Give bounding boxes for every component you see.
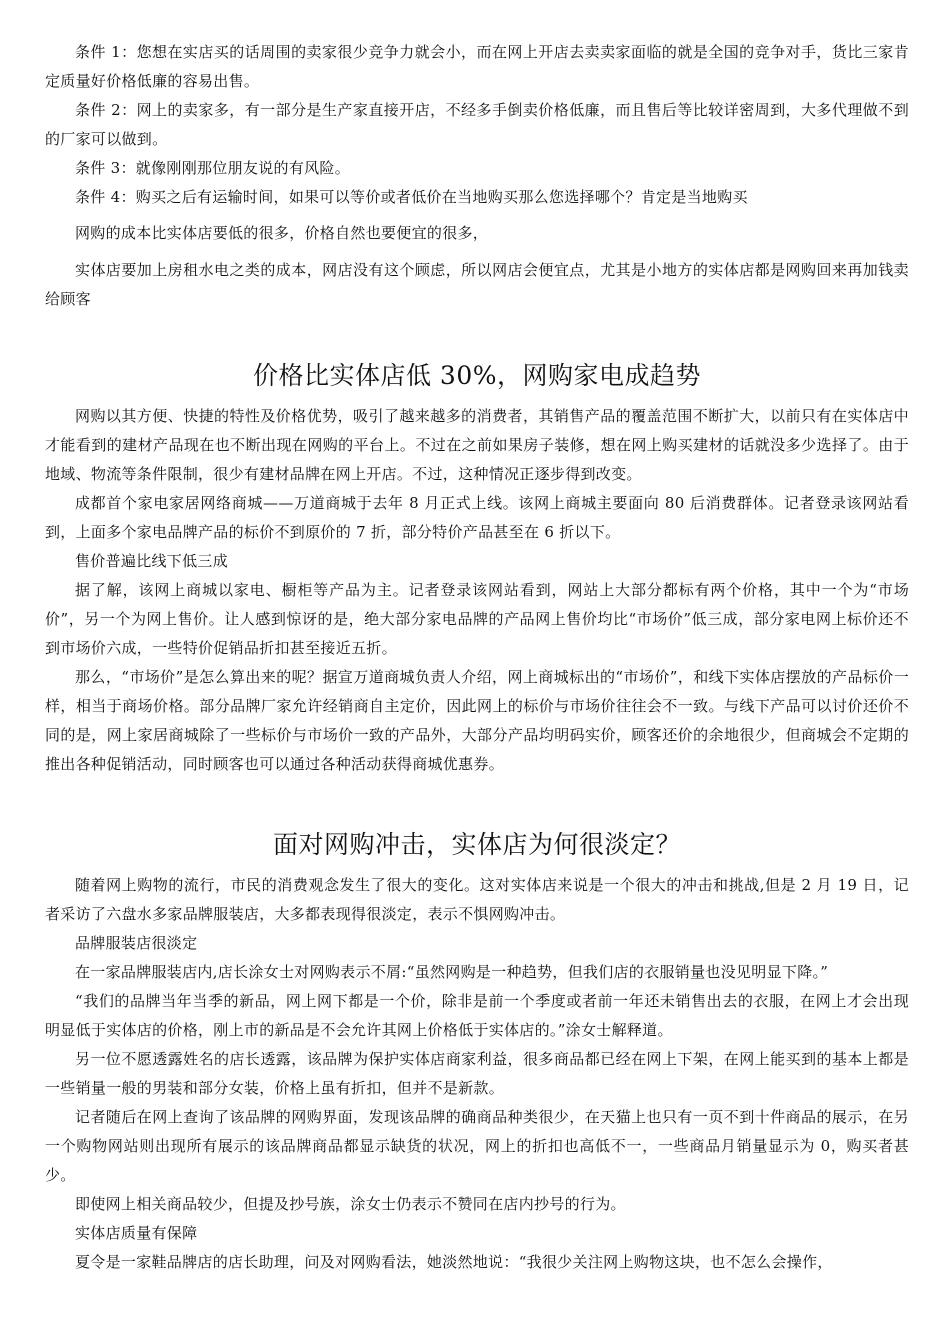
subheading: 品牌服装店很淡定 bbox=[75, 934, 198, 952]
physical-store-section bbox=[45, 871, 909, 1277]
condition-1-paragraph: 条件 1：您想在实店买的话周围的卖家很少竞争力就会小，而在网上开店去卖卖家面临的就是全国的竞争对手，货比三家肯定质量好价格低廉的容易出售。 bbox=[45, 43, 909, 90]
condition-4-paragraph: 条件 4：购买之后有运输时间，如果可以等价或者低价在当地购买那么您选择哪个？肯定是当地购买 bbox=[75, 188, 748, 206]
paragraph: 在一家品牌服装店内,店长涂女士对网购表示不屑:“虽然网购是一种趋势，但我们店的衣服销量也没见明显下降。” bbox=[75, 963, 829, 981]
paragraph: 据了解，该网上商城以家电、橱柜等产品为主。记者登录该网站看到，网站上大部分都标有两个价格，其中一个为“市场价”，另一个为网上售价。让人感到惊讶的是，绝大部分家电品牌的产品网上售价均比“市场价”低三成，部分家电网上标价还不到市场价六成，一些特价促销品折扣甚至接近五折。 bbox=[45, 581, 909, 657]
paragraph: 网购以其方便、快捷的特性及价格优势，吸引了越来越多的消费者，其销售产品的覆盖范围不断扩大，以前只有在实体店中才能看到的建材产品现在也不断出现在网购的平台上。不过在之前如果房子装修，想在网上购买建材的话就没多少选择了。由于地域、物流等条件限制，很少有建材品牌在网上开店。不过，这种情况正逐步得到改变。 bbox=[45, 407, 909, 483]
document-page bbox=[45, 38, 909, 1277]
paragraph: 即使网上相关商品较少，但提及抄号族，涂女士仍表示不赞同在店内抄号的行为。 bbox=[75, 1195, 626, 1213]
paragraph: 记者随后在网上查询了该品牌的网购界面，发现该品牌的确商品种类很少，在天猫上也只有一页不到十件商品的展示，在另一个购物网站则出现所有展示的该品牌商品都显示缺货的状况，网上的折扣也高低不一，一些商品月销量显示为 0，购买者甚少。 bbox=[45, 1108, 909, 1184]
paragraph: 随着网上购物的流行，市民的消费观念发生了很大的变化。这对实体店来说是一个很大的冲击和挑战,但是 2 月 19 日，记者采访了六盘水多家品牌服装店，大多都表现得很淡定，表示不惧网购冲击。 bbox=[45, 876, 909, 923]
cost-paragraph: 网购的成本比实体店要低的很多，价格自然也要便宜的很多， bbox=[75, 224, 489, 242]
section-title-price: 价格比实体店低 30%，网购家电成趋势 bbox=[252, 361, 701, 390]
intro-section bbox=[45, 38, 909, 314]
paragraph: 夏令是一家鞋品牌店的店长助理，问及对网购看法，她淡然地说：“我很少关注网上购物这块，也不怎么会操作， bbox=[75, 1253, 833, 1271]
rent-paragraph: 实体店要加上房租水电之类的成本，网店没有这个顾虑，所以网店会便宜点，尤其是小地方的实体店都是网购回来再加钱卖给顾客 bbox=[45, 261, 909, 308]
paragraph: “我们的品牌当年当季的新品，网上网下都是一个价，除非是前一个季度或者前一年还未销售出去的衣服，在网上才会出现明显低于实体店的价格，刚上市的新品是不会允许其网上价格低于实体店的。”涂女士解释道。 bbox=[45, 992, 909, 1039]
paragraph: 成都首个家电家居网络商城——万道商城于去年 8 月正式上线。该网上商城主要面向 80 后消费群体。记者登录该网站看到，上面多个家电品牌产品的标价不到原价的 7 折，部分特价产品甚至在 6 折以下。 bbox=[45, 494, 909, 541]
subheading: 售价普遍比线下低三成 bbox=[75, 552, 229, 570]
condition-3-paragraph: 条件 3：就像刚刚那位朋友说的有风险。 bbox=[75, 159, 351, 177]
paragraph: 另一位不愿透露姓名的店长透露，该品牌为保护实体店商家利益，很多商品都已经在网上下架，在网上能买到的基本上都是一些销量一般的男装和部分女装，价格上虽有折扣，但并不是新款。 bbox=[45, 1050, 909, 1097]
paragraph: 那么，“市场价”是怎么算出来的呢？据宣万道商城负责人介绍，网上商城标出的“市场价”，和线下实体店摆放的产品标价一样，相当于商场价格。部分品牌厂家允许经销商自主定价，因此网上的标价与市场价往往会不一致。与线下产品可以讨价还价不同的是，网上家居商城除了一些标价与市场价一致的产品外，大部分产品均明码实价，顾客还价的余地很少，但商城会不定期的推出各种促销活动，同时顾客也可以通过各种活动获得商城优惠券。 bbox=[45, 668, 909, 773]
condition-2-paragraph: 条件 2：网上的卖家多，有一部分是生产家直接开店，不经多手倒卖价格低廉，而且售后等比较详密周到，大多代理做不到的厂家可以做到。 bbox=[45, 101, 909, 148]
subheading: 实体店质量有保障 bbox=[75, 1224, 198, 1242]
price-section bbox=[45, 402, 909, 779]
section-title-physical-store: 面对网购冲击，实体店为何很淡定？ bbox=[272, 830, 681, 859]
